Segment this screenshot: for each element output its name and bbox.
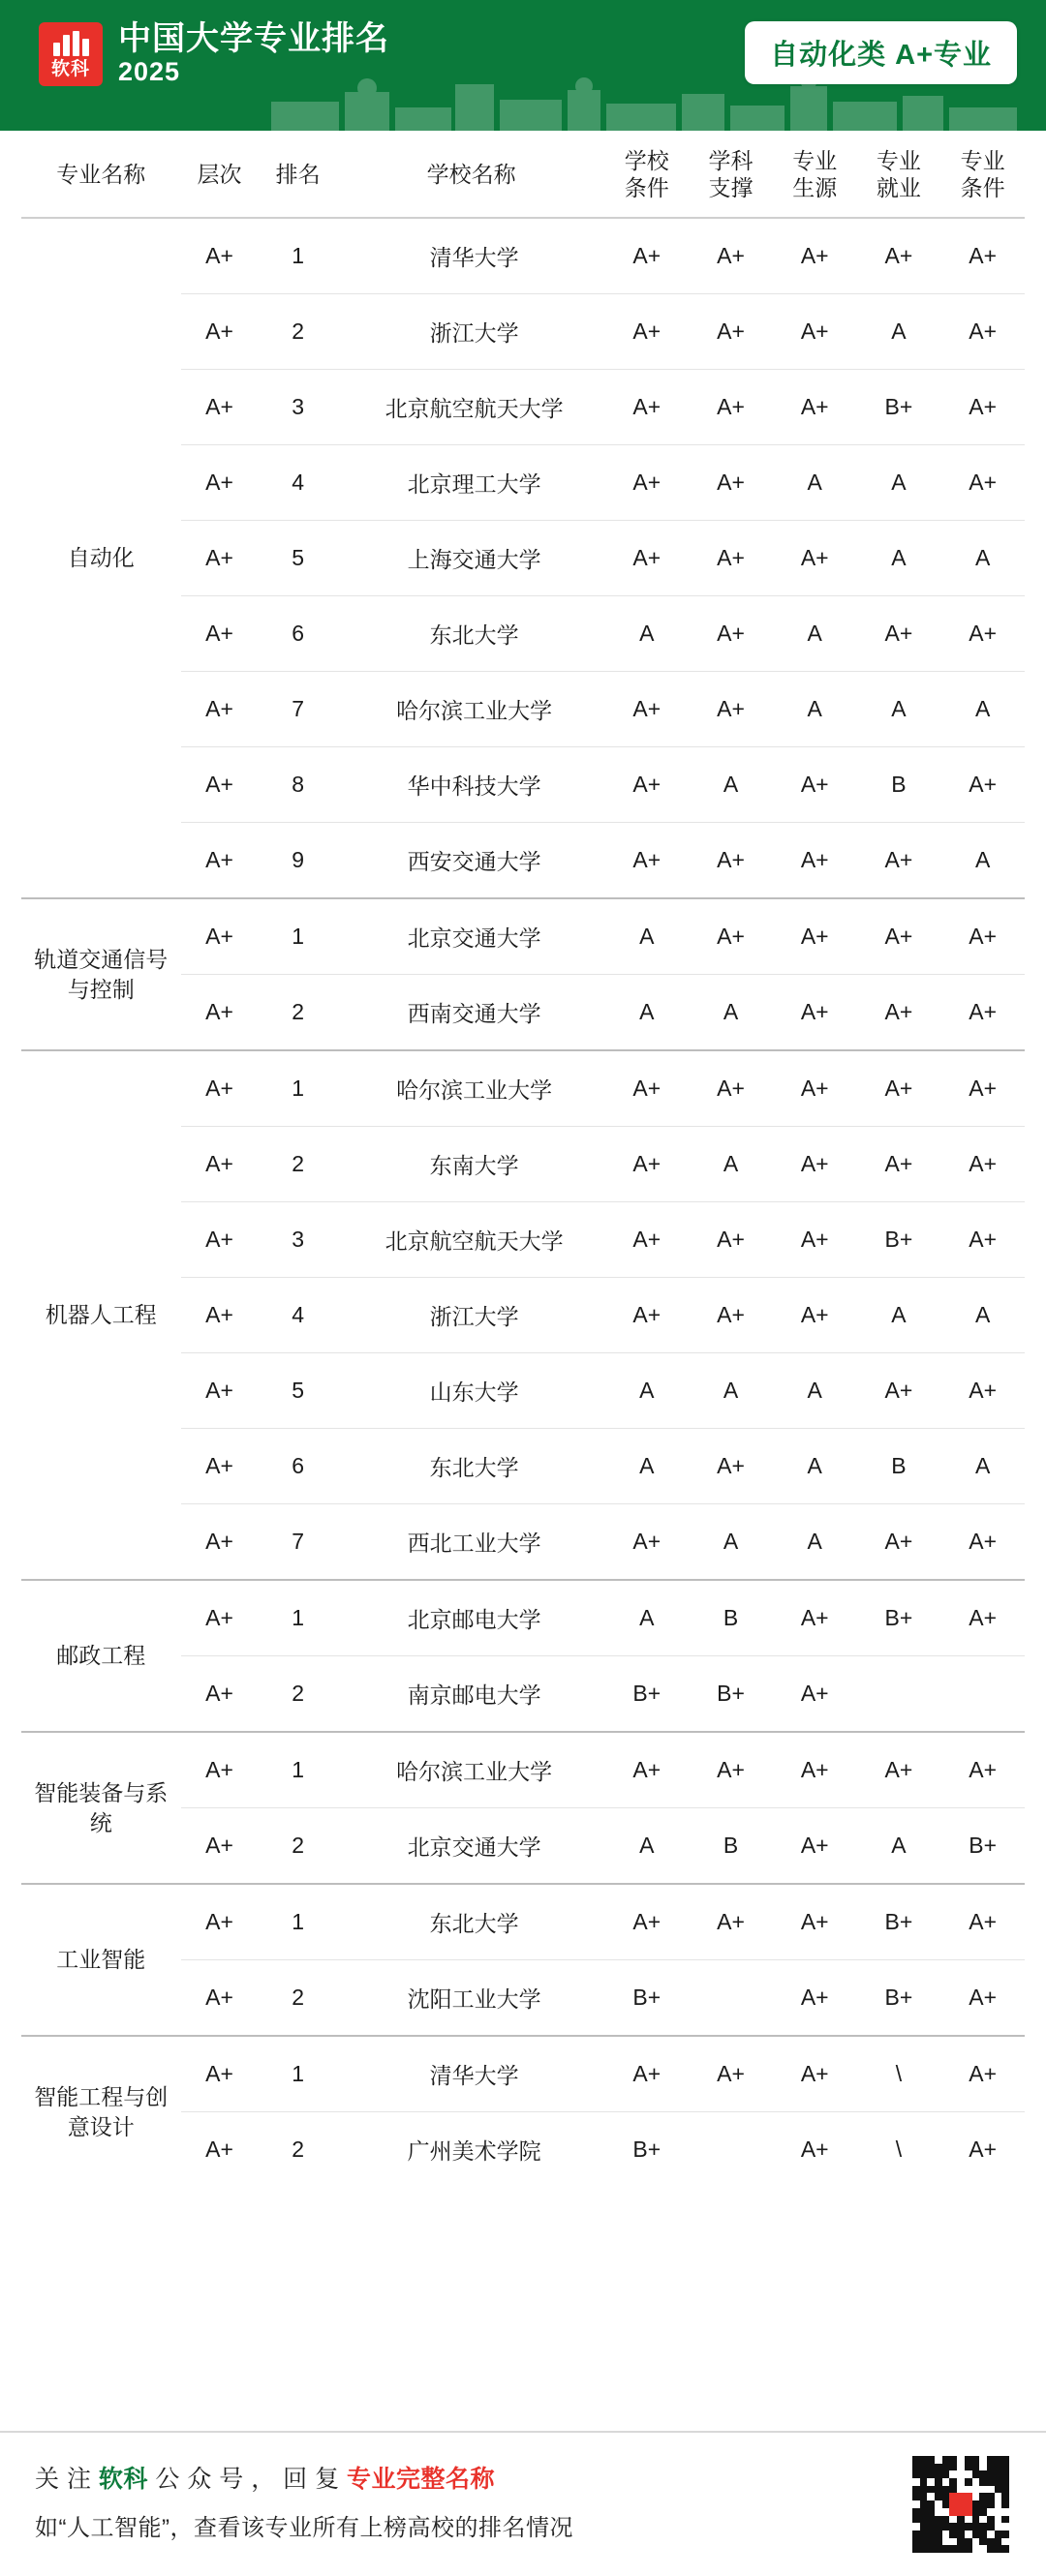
school-name-cell: 西安交通大学 — [407, 849, 541, 875]
school-name-cell: 南京邮电大学 — [407, 1682, 541, 1709]
rank-cell: 1 — [292, 1909, 305, 1935]
metric-employment-cell: A+ — [884, 621, 913, 647]
level-cell: A+ — [205, 243, 233, 269]
metric-employment-cell: A — [891, 1302, 907, 1328]
rank-cell: 5 — [292, 1378, 305, 1404]
level-cell: A+ — [205, 1681, 233, 1707]
bar-chart-icon — [39, 31, 103, 56]
footer-brand: 软科 — [98, 2466, 148, 2493]
metric-major-condition-cell: A+ — [969, 318, 998, 345]
metric-employment-cell: A+ — [884, 1378, 913, 1404]
metric-major-condition-cell: A+ — [969, 2061, 998, 2087]
rank-cell: 8 — [292, 772, 305, 798]
metric-major-condition-cell: A+ — [969, 1151, 998, 1177]
metric-discipline-support-cell: A+ — [717, 470, 745, 496]
metric-employment-cell: A+ — [884, 924, 913, 950]
rank-cell: 7 — [292, 696, 305, 722]
table-row — [21, 898, 1025, 975]
school-name-cell: 东南大学 — [429, 1153, 519, 1179]
rank-cell: 1 — [292, 1076, 305, 1102]
page-header — [0, 0, 1046, 131]
metric-major-condition-cell: A+ — [969, 1605, 998, 1631]
footer-line-1 — [35, 2460, 1011, 2495]
metric-major-condition-cell: A+ — [969, 924, 998, 950]
metric-discipline-support-cell: A+ — [717, 545, 745, 571]
school-name-cell: 上海交通大学 — [407, 547, 541, 573]
metric-student-source-cell: A+ — [800, 2061, 829, 2087]
school-name-cell: 北京理工大学 — [407, 471, 541, 498]
page-footer — [0, 2431, 1046, 2576]
level-cell: A+ — [205, 772, 233, 798]
level-cell: A+ — [205, 1076, 233, 1102]
level-cell: A+ — [205, 621, 233, 647]
rank-cell: 5 — [292, 545, 305, 571]
metric-discipline-support-cell: A+ — [717, 696, 745, 722]
rank-cell: 1 — [292, 924, 305, 950]
school-name-cell: 北京交通大学 — [407, 1834, 541, 1861]
footer-line-2: 如“人工智能”，查看该专业所有上榜高校的排名情况 — [35, 2515, 573, 2541]
school-name-cell: 北京邮电大学 — [407, 1607, 541, 1633]
col-metric-major-condition: 专业 条件 — [960, 148, 1005, 200]
rank-cell: 2 — [292, 1681, 305, 1707]
metric-employment-cell: A — [891, 696, 907, 722]
metric-major-condition-cell: A — [974, 545, 991, 571]
metric-employment-cell: A — [891, 545, 907, 571]
metric-major-condition-cell: A+ — [969, 243, 998, 269]
metric-student-source-cell: A+ — [800, 999, 829, 1025]
metric-employment-cell: B+ — [884, 394, 913, 420]
table-row — [21, 1050, 1025, 1127]
rank-cell: 3 — [292, 1227, 305, 1253]
metric-discipline-support-cell: A+ — [717, 924, 745, 950]
metric-employment-cell: A+ — [884, 999, 913, 1025]
metric-employment-cell — [857, 1656, 941, 1733]
metric-employment-cell: A — [891, 318, 907, 345]
metric-major-condition-cell: A — [974, 847, 991, 873]
school-name-cell: 北京航空航天大学 — [385, 1228, 564, 1255]
metric-school-condition-cell: A+ — [632, 1227, 661, 1253]
metric-student-source-cell: A+ — [800, 545, 829, 571]
metric-major-condition-cell: A+ — [969, 1227, 998, 1253]
level-cell: A+ — [205, 924, 233, 950]
school-name-cell: 广州美术学院 — [407, 2138, 541, 2165]
metric-employment-cell: A — [891, 470, 907, 496]
metric-discipline-support-cell: B — [723, 1833, 739, 1859]
metric-school-condition-cell: A — [639, 1378, 655, 1404]
metric-discipline-support-cell: B+ — [717, 1681, 745, 1707]
metric-employment-cell: A — [891, 1833, 907, 1859]
metric-major-condition-cell: A+ — [969, 772, 998, 798]
col-level: 层次 — [197, 162, 242, 188]
metric-student-source-cell: A — [807, 1529, 822, 1555]
major-name-cell: 工业智能 — [56, 1947, 146, 1973]
logo-icon — [39, 22, 103, 86]
metric-school-condition-cell: A+ — [632, 1302, 661, 1328]
major-name-cell: 自动化 — [67, 545, 135, 571]
metric-school-condition-cell: A+ — [632, 1909, 661, 1935]
metric-major-condition-cell — [940, 1656, 1025, 1733]
table-head — [21, 131, 1025, 218]
metric-employment-cell: A+ — [884, 847, 913, 873]
metric-student-source-cell: A+ — [800, 1833, 829, 1859]
metric-school-condition-cell: A+ — [632, 847, 661, 873]
metric-school-condition-cell: A — [639, 1453, 655, 1479]
metric-discipline-support-cell: A+ — [717, 318, 745, 345]
rank-cell: 2 — [292, 999, 305, 1025]
metric-discipline-support-cell: A+ — [717, 394, 745, 420]
level-cell: A+ — [205, 2137, 233, 2163]
metric-employment-cell: B — [891, 1453, 907, 1479]
school-name-cell: 北京航空航天大学 — [385, 396, 564, 422]
table-row — [21, 1732, 1025, 1808]
table-row — [21, 1884, 1025, 1960]
rank-cell: 3 — [292, 394, 305, 420]
level-cell: A+ — [205, 470, 233, 496]
school-name-cell: 东北大学 — [429, 1455, 519, 1481]
rank-cell: 6 — [292, 1453, 305, 1479]
table-header-row — [21, 131, 1025, 218]
rank-cell: 2 — [292, 318, 305, 345]
metric-employment-cell: B — [891, 772, 907, 798]
level-cell: A+ — [205, 1985, 233, 2011]
footer-keyword: 专业完整名称 — [347, 2466, 496, 2493]
metric-school-condition-cell: A+ — [632, 1529, 661, 1555]
metric-student-source-cell: A+ — [800, 1605, 829, 1631]
metric-employment-cell: \ — [895, 2061, 903, 2087]
metric-discipline-support-cell: B — [723, 1605, 739, 1631]
level-cell: A+ — [205, 1227, 233, 1253]
metric-major-condition-cell: A — [974, 1302, 991, 1328]
col-metric-student-source: 专业 生源 — [792, 148, 838, 200]
metric-school-condition-cell: A+ — [632, 318, 661, 345]
school-name-cell: 西南交通大学 — [407, 1001, 541, 1027]
metric-school-condition-cell: A — [639, 1605, 655, 1631]
metric-major-condition-cell: A+ — [969, 1076, 998, 1102]
title-year: 2025 — [118, 57, 181, 87]
metric-school-condition-cell: A+ — [632, 1076, 661, 1102]
page-title — [118, 21, 389, 87]
metric-major-condition-cell: A — [974, 1453, 991, 1479]
school-name-cell: 东北大学 — [429, 1911, 519, 1937]
metric-school-condition-cell: A+ — [632, 243, 661, 269]
rank-cell: 1 — [292, 1757, 305, 1783]
metric-discipline-support-cell: A+ — [717, 1076, 745, 1102]
metric-school-condition-cell: A+ — [632, 545, 661, 571]
school-name-cell: 清华大学 — [429, 2063, 519, 2089]
metric-discipline-support-cell: A+ — [717, 2061, 745, 2087]
ranking-table — [21, 131, 1025, 2187]
level-cell: A+ — [205, 847, 233, 873]
school-name-cell: 哈尔滨工业大学 — [396, 698, 553, 724]
metric-major-condition-cell: A+ — [969, 999, 998, 1025]
metric-school-condition-cell: A — [639, 621, 655, 647]
level-cell: A+ — [205, 1833, 233, 1859]
metric-student-source-cell: A+ — [800, 1681, 829, 1707]
level-cell: A+ — [205, 1909, 233, 1935]
metric-major-condition-cell: A+ — [969, 621, 998, 647]
school-name-cell: 哈尔滨工业大学 — [396, 1077, 553, 1104]
metric-employment-cell: B+ — [884, 1605, 913, 1631]
metric-school-condition-cell: A+ — [632, 772, 661, 798]
metric-discipline-support-cell — [689, 2112, 773, 2188]
metric-employment-cell: A+ — [884, 1076, 913, 1102]
school-name-cell: 浙江大学 — [429, 320, 519, 347]
school-name-cell: 清华大学 — [429, 245, 519, 271]
metric-employment-cell: A+ — [884, 1757, 913, 1783]
metric-employment-cell: B+ — [884, 1985, 913, 2011]
col-school: 学校名称 — [426, 162, 516, 188]
metric-student-source-cell: A+ — [800, 1985, 829, 2011]
metric-discipline-support-cell: A — [723, 772, 739, 798]
metric-discipline-support-cell — [689, 1960, 773, 2037]
metric-major-condition-cell: A+ — [969, 1378, 998, 1404]
logo-label: 软科 — [50, 59, 90, 80]
rank-cell: 1 — [292, 2061, 305, 2087]
major-name-cell: 智能装备与系统 — [34, 1779, 169, 1835]
metric-student-source-cell: A+ — [800, 2137, 829, 2163]
school-name-cell: 浙江大学 — [429, 1304, 519, 1330]
col-major: 专业名称 — [56, 162, 146, 188]
metric-discipline-support-cell: A+ — [717, 1302, 745, 1328]
level-cell: A+ — [205, 1757, 233, 1783]
metric-student-source-cell: A+ — [800, 1151, 829, 1177]
metric-discipline-support-cell: A+ — [717, 847, 745, 873]
rank-cell: 9 — [292, 847, 305, 873]
metric-student-source-cell: A+ — [800, 243, 829, 269]
ranking-table-wrap — [0, 131, 1046, 2431]
school-name-cell: 东北大学 — [429, 622, 519, 649]
school-name-cell: 西北工业大学 — [407, 1530, 541, 1557]
metric-student-source-cell: A+ — [800, 924, 829, 950]
col-metric-employment: 专业 就业 — [876, 148, 921, 200]
school-name-cell: 北京交通大学 — [407, 925, 541, 952]
metric-discipline-support-cell: A+ — [717, 1453, 745, 1479]
brand-logo — [39, 21, 389, 87]
metric-discipline-support-cell: A+ — [717, 243, 745, 269]
metric-school-condition-cell: A+ — [632, 696, 661, 722]
metric-student-source-cell: A+ — [800, 847, 829, 873]
school-name-cell: 山东大学 — [429, 1379, 519, 1406]
metric-employment-cell: A+ — [884, 243, 913, 269]
metric-student-source-cell: A — [807, 1453, 822, 1479]
metric-school-condition-cell: A+ — [632, 1757, 661, 1783]
metric-major-condition-cell: A+ — [969, 1985, 998, 2011]
metric-discipline-support-cell: A+ — [717, 1227, 745, 1253]
metric-student-source-cell: A+ — [800, 1302, 829, 1328]
metric-discipline-support-cell: A+ — [717, 1909, 745, 1935]
rank-cell: 2 — [292, 1833, 305, 1859]
metric-major-condition-cell: A+ — [969, 2137, 998, 2163]
metric-school-condition-cell: B+ — [632, 1985, 661, 2011]
metric-discipline-support-cell: A — [723, 999, 739, 1025]
footer-text-mid: 公 众 号 ， 回 复 — [147, 2466, 348, 2493]
rank-cell: 2 — [292, 1151, 305, 1177]
metric-employment-cell: \ — [895, 2137, 903, 2163]
major-name-cell: 轨道交通信号与控制 — [34, 946, 169, 1002]
table-row — [21, 2036, 1025, 2112]
rank-cell: 1 — [292, 243, 305, 269]
level-cell: A+ — [205, 1605, 233, 1631]
metric-school-condition-cell: A — [639, 924, 655, 950]
metric-student-source-cell: A — [807, 470, 822, 496]
metric-major-condition-cell: A+ — [969, 394, 998, 420]
major-name-cell: 邮政工程 — [56, 1643, 146, 1669]
metric-school-condition-cell: A+ — [632, 394, 661, 420]
metric-school-condition-cell: A — [639, 999, 655, 1025]
category-badge: 自动化类 A+专业 — [745, 21, 1017, 84]
level-cell: A+ — [205, 1151, 233, 1177]
level-cell: A+ — [205, 545, 233, 571]
metric-employment-cell: A+ — [884, 1529, 913, 1555]
col-metric-school-condition: 学校 条件 — [624, 148, 669, 200]
metric-discipline-support-cell: A — [723, 1378, 739, 1404]
table-row — [21, 218, 1025, 294]
level-cell: A+ — [205, 1378, 233, 1404]
level-cell: A+ — [205, 1453, 233, 1479]
rank-cell: 7 — [292, 1529, 305, 1555]
table-row — [21, 1580, 1025, 1656]
col-metric-discipline-support: 学科 支撑 — [708, 148, 754, 200]
metric-discipline-support-cell: A+ — [717, 1757, 745, 1783]
school-name-cell: 哈尔滨工业大学 — [396, 1759, 553, 1785]
metric-employment-cell: B+ — [884, 1227, 913, 1253]
metric-discipline-support-cell: A+ — [717, 621, 745, 647]
metric-student-source-cell: A+ — [800, 1757, 829, 1783]
level-cell: A+ — [205, 318, 233, 345]
metric-major-condition-cell: A+ — [969, 1757, 998, 1783]
rank-cell: 2 — [292, 1985, 305, 2011]
metric-major-condition-cell: A+ — [969, 1529, 998, 1555]
level-cell: A+ — [205, 696, 233, 722]
major-name-cell: 机器人工程 — [45, 1302, 157, 1328]
metric-major-condition-cell: A — [974, 696, 991, 722]
metric-student-source-cell: A+ — [800, 1909, 829, 1935]
metric-discipline-support-cell: A — [723, 1151, 739, 1177]
col-rank: 排名 — [275, 162, 321, 188]
metric-employment-cell: A+ — [884, 1151, 913, 1177]
footer-text-pre: 关 注 — [35, 2466, 99, 2493]
level-cell: A+ — [205, 394, 233, 420]
metric-major-condition-cell: A+ — [969, 1909, 998, 1935]
metric-student-source-cell: A — [807, 696, 822, 722]
level-cell: A+ — [205, 2061, 233, 2087]
table-body — [21, 218, 1025, 2187]
rank-cell: 6 — [292, 621, 305, 647]
school-name-cell: 华中科技大学 — [407, 773, 541, 800]
metric-school-condition-cell: B+ — [632, 2137, 661, 2163]
rank-cell: 2 — [292, 2137, 305, 2163]
metric-school-condition-cell: A+ — [632, 1151, 661, 1177]
metric-major-condition-cell: B+ — [969, 1833, 998, 1859]
school-name-cell: 沈阳工业大学 — [407, 1986, 541, 2013]
metric-discipline-support-cell: A — [723, 1529, 739, 1555]
metric-student-source-cell: A — [807, 621, 822, 647]
metric-student-source-cell: A+ — [800, 1227, 829, 1253]
metric-school-condition-cell: B+ — [632, 1681, 661, 1707]
metric-major-condition-cell: A+ — [969, 470, 998, 496]
qr-code — [910, 2454, 1011, 2555]
metric-school-condition-cell: A+ — [632, 470, 661, 496]
rank-cell: 4 — [292, 1302, 305, 1328]
level-cell: A+ — [205, 1302, 233, 1328]
metric-school-condition-cell: A — [639, 1833, 655, 1859]
level-cell: A+ — [205, 999, 233, 1025]
metric-student-source-cell: A — [807, 1378, 822, 1404]
metric-student-source-cell: A+ — [800, 772, 829, 798]
metric-student-source-cell: A+ — [800, 318, 829, 345]
major-name-cell: 智能工程与创意设计 — [34, 2083, 169, 2139]
rank-cell: 4 — [292, 470, 305, 496]
metric-employment-cell: B+ — [884, 1909, 913, 1935]
metric-school-condition-cell: A+ — [632, 2061, 661, 2087]
title-main: 中国大学专业排名 — [118, 20, 389, 57]
level-cell: A+ — [205, 1529, 233, 1555]
rank-cell: 1 — [292, 1605, 305, 1631]
metric-student-source-cell: A+ — [800, 394, 829, 420]
metric-student-source-cell: A+ — [800, 1076, 829, 1102]
